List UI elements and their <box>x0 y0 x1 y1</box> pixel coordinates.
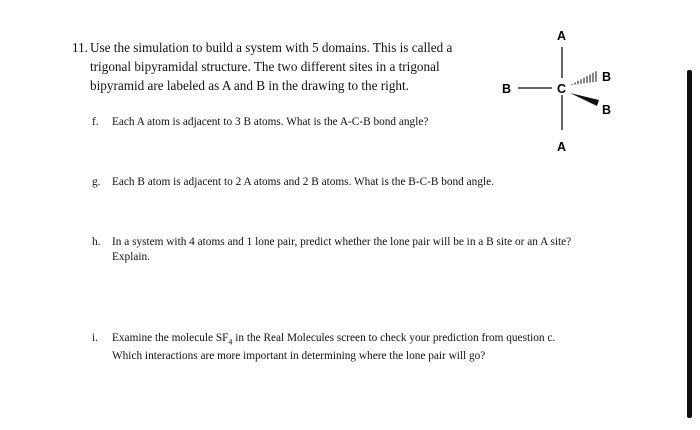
part-g-letter: g. <box>92 176 101 188</box>
part-h-letter: h. <box>92 236 101 248</box>
question-11 <box>72 38 492 95</box>
trigonal-bipyramid-diagram <box>490 20 630 160</box>
part-f-text: Each A atom is adjacent to 3 B atoms. What is the A-C-B bond angle? <box>112 116 429 128</box>
part-i-subscript: 4 <box>228 337 233 347</box>
part-i-line-1-pre: Examine the molecule SF <box>112 332 229 344</box>
part-i-letter: i. <box>92 332 98 344</box>
question-line-2: trigonal bipyramidal structure. The two different sites in a trigonal <box>90 59 440 74</box>
part-i <box>92 331 632 364</box>
atom-b-left: B <box>502 82 512 96</box>
part-i-line-1 <box>112 331 632 349</box>
part-h-line-2: Explain. <box>112 251 150 263</box>
question-text <box>90 38 492 95</box>
scrollbar[interactable] <box>687 70 692 418</box>
part-g <box>92 175 494 190</box>
part-g-text: Each B atom is adjacent to 2 A atoms and 2 B atoms. What is the B-C-B bond angle. <box>112 176 494 188</box>
question-line-3: bipyramid are labeled as A and B in the drawing to the right. <box>90 78 409 93</box>
part-i-line-2: Which interactions are more important in determining where the lone pair will go? <box>112 350 486 363</box>
part-f-letter: f. <box>92 116 99 128</box>
atom-a-bottom: A <box>557 140 567 154</box>
question-number: 11. <box>72 40 88 55</box>
part-h-text <box>112 235 632 265</box>
part-h <box>92 235 632 265</box>
hashed-wedge-bond <box>572 71 596 85</box>
part-i-line-1-post: in the Real Molecules screen to check your prediction from question c. <box>232 332 556 344</box>
solid-wedge-bond <box>570 93 599 106</box>
part-i-text <box>112 331 632 364</box>
atom-b-upper-right: B <box>602 70 612 84</box>
atom-a-top: A <box>557 29 567 43</box>
part-h-line-1: In a system with 4 atoms and 1 lone pair, predict whether the lone pair will be in a B site or an A site? <box>112 236 572 248</box>
atom-b-lower-right: B <box>602 103 612 117</box>
atom-c-center: C <box>557 82 567 96</box>
part-f <box>92 115 428 130</box>
question-line-1: Use the simulation to build a system with 5 domains. This is called a <box>90 40 453 55</box>
